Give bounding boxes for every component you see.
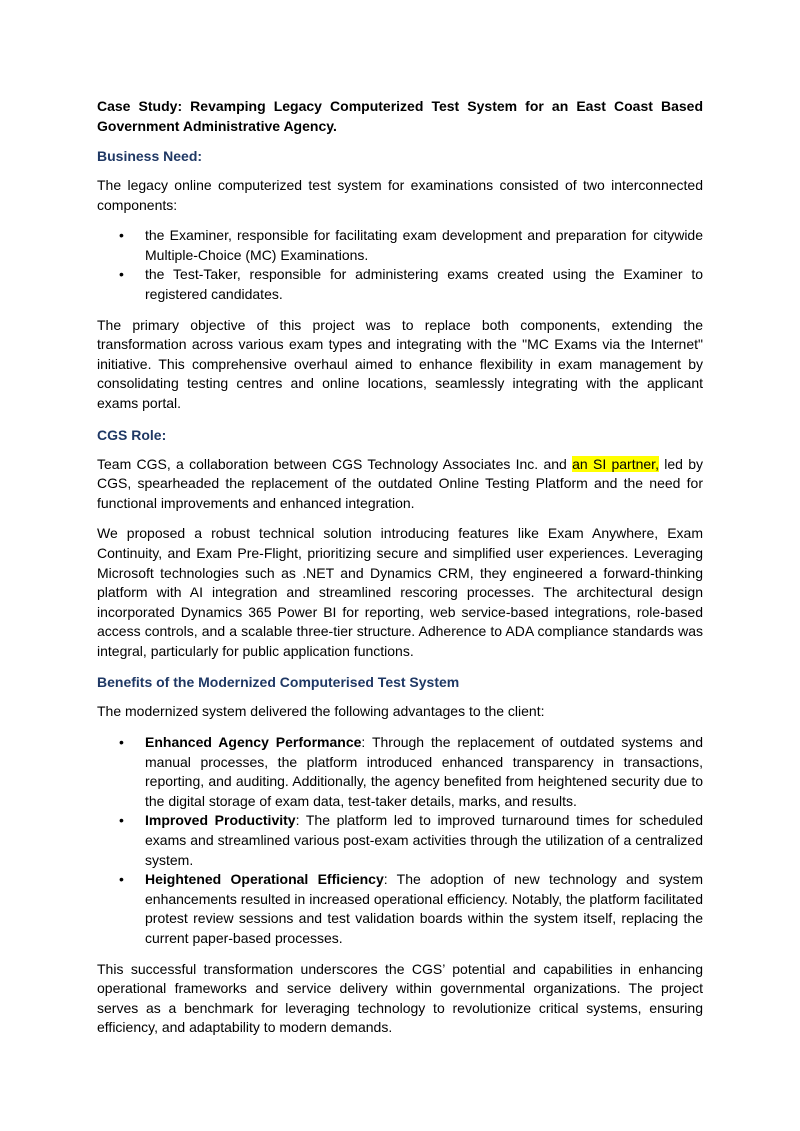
benefit-text: : The platform led to improved turnaround times for scheduled exams and streamlined various post-exam activities through the utilization of a centralized system. [145,812,704,868]
cgs-role-heading: CGS Role: [97,426,167,443]
business-need-list [97,226,703,304]
bullet-icon: • [119,871,124,888]
bullet-icon: • [119,734,124,751]
cgs-role-text-start: Team CGS, a collaboration between CGS Technology Associates Inc. and [97,455,573,472]
cgs-role-paragraph-1 [97,455,703,514]
cgs-role-text-end: led by CGS, spearheaded the replacement of the outdated Online Testing Platform and the need for functional improvements and enhanced integration. [97,455,703,511]
list-item [97,733,703,811]
benefit-label: Enhanced Agency Performance [145,734,362,751]
list-item [97,870,703,948]
benefits-intro: The modernized system delivered the following advantages to the client: [97,703,545,720]
benefits-list [97,733,703,949]
list-item [97,226,703,265]
business-need-objective: The primary objective of this project was to replace both components, extending the transformation across various exam types and integrating with the "MC Exams via the Internet" initiative. This comprehensive overhaul aimed to enhance flexibility in exam management by consolidating testing centres and online locations, seamlessly integrating with the applicant exams portal. [97,316,703,411]
list-item-text: the Examiner, responsible for facilitating exam development and preparation for citywide Multiple-Choice (MC) Examinations. [145,227,703,263]
bullet-icon: • [119,266,124,283]
benefits-heading: Benefits of the Modernized Computerised Test System [97,674,460,691]
list-item [97,265,703,304]
bullet-icon: • [119,812,124,829]
bullet-icon: • [119,227,124,244]
business-need-heading: Business Need: [97,148,203,164]
business-need-intro: The legacy online computerized test system for examinations consisted of two interconnected components: [97,177,703,213]
conclusion-paragraph: This successful transformation underscores the CGS’ potential and capabilities in enhancing operational frameworks and service delivery within governmental organizations. The project serves as a benchmark for leveraging technology to revolutionize critical systems, ensuring efficiency, and adaptability to modern demands. [97,960,703,1036]
list-item-text: the Test-Taker, responsible for administering exams created using the Examiner to registered candidates. [145,266,703,302]
benefit-label: Improved Productivity [145,812,296,829]
document-title: Case Study: Revamping Legacy Computerized Test System for an East Coast Based Government Administrative Agency. [97,98,703,134]
highlighted-text: an SI partner, [572,455,659,472]
cgs-role-paragraph-2: We proposed a robust technical solution introducing features like Exam Anywhere, Exam Continuity, and Exam Pre-Flight, prioritizing secure and simplified user experiences. Leveraging Microsoft technologies such as .NET and Dynamics CRM, they engineered a forward-thinking platform with AI integration and streamlined rescoring processes. The architectural design incorporated Dynamics 365 Power BI for reporting, web service-based integrations, role-based access controls, and a scalable three-tier structure. Adherence to ADA compliance standards was integral, particularly for public application functions. [97,525,703,659]
list-item [97,811,703,870]
benefit-text: : The adoption of new technology and system enhancements resulted in increased operational efficiency. Notably, the platform facilitated protest review sessions and test validation boards within the system itself, replacing the current paper-based processes. [145,871,703,946]
benefit-text: : Through the replacement of outdated systems and manual processes, the platform introduced enhanced transparency in transactions, reporting, and auditing. Additionally, the agency benefited from heightened security due to the digital storage of exam data, test-taker details, marks, and results. [145,734,703,809]
benefit-label: Heightened Operational Efficiency [145,871,384,888]
